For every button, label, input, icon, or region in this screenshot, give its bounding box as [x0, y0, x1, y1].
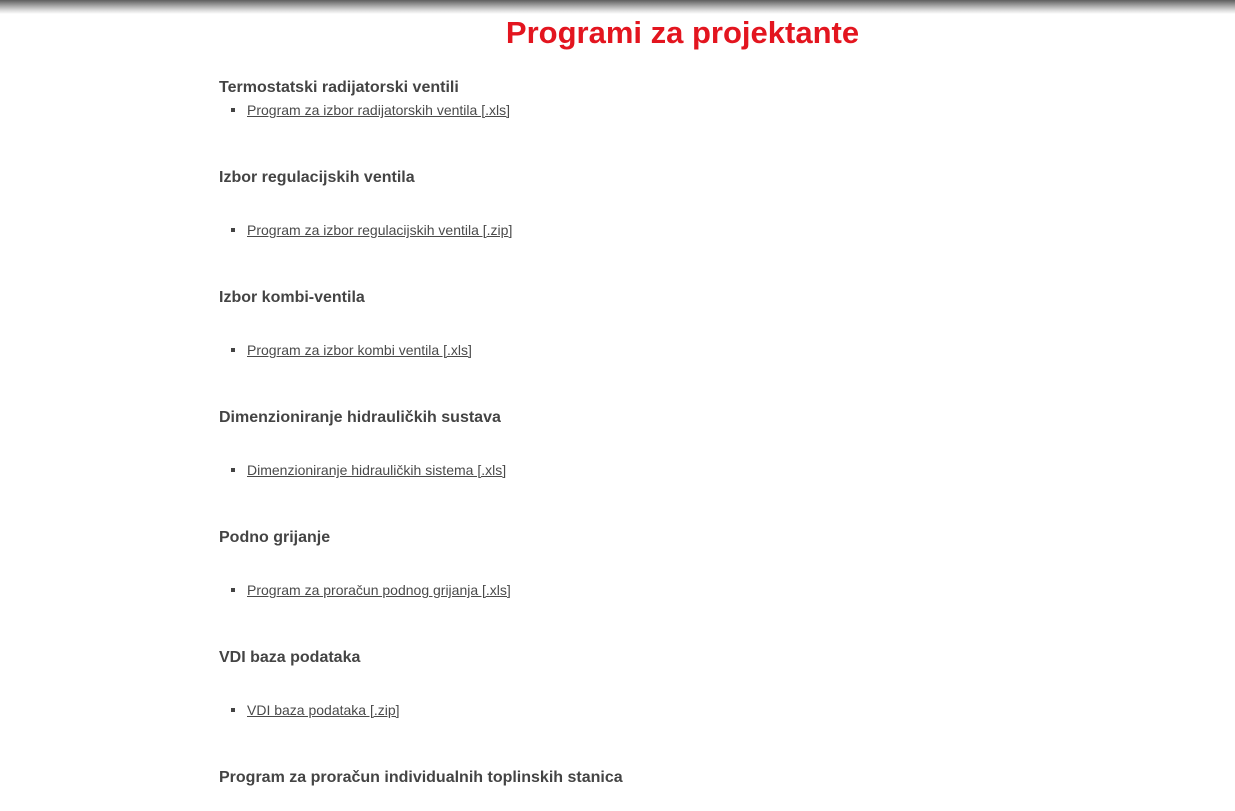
- section-toplinske-stanice: [219, 768, 623, 788]
- list-item: [219, 220, 512, 240]
- section-vdi-baza: [219, 648, 400, 720]
- link-list: [219, 700, 400, 720]
- section-hidraulicki-sustavi: [219, 408, 506, 480]
- list-item: [219, 460, 506, 480]
- list-item: [219, 340, 472, 360]
- bullet-icon: [231, 588, 235, 592]
- bullet-icon: [231, 708, 235, 712]
- section-podno-grijanje: [219, 528, 511, 600]
- list-item: [219, 700, 400, 720]
- download-link-radijatorski-ventili[interactable]: Program za izbor radijatorskih ventila [.xls]: [247, 102, 510, 118]
- section-heading: VDI baza podataka: [219, 649, 361, 666]
- section-heading: Dimenzioniranje hidrauličkih sustava: [219, 409, 501, 426]
- list-item: [219, 580, 511, 600]
- section-heading: Termostatski radijatorski ventili: [219, 79, 459, 96]
- section-regulacijski-ventili: [219, 168, 512, 240]
- bullet-icon: [231, 228, 235, 232]
- link-list: [219, 100, 510, 120]
- section-heading: Izbor kombi-ventila: [219, 289, 365, 306]
- section-heading: Program za proračun individualnih toplinskih stanica: [219, 769, 623, 786]
- section-kombi-ventili: [219, 288, 472, 360]
- download-link-hidraulicki-sistemi[interactable]: Dimenzioniranje hidrauličkih sistema [.xls]: [247, 462, 507, 478]
- bullet-icon: [231, 108, 235, 112]
- page-title: Programi za projektante: [505, 15, 860, 50]
- download-link-podno-grijanje[interactable]: Program za proračun podnog grijanja [.xls]: [247, 582, 511, 598]
- download-link-vdi-baza[interactable]: VDI baza podataka [.zip]: [247, 702, 400, 718]
- top-shadow-bar: [0, 0, 1235, 14]
- section-heading: Podno grijanje: [219, 529, 331, 546]
- bullet-icon: [231, 348, 235, 352]
- link-list: [219, 460, 506, 480]
- list-item: [219, 100, 510, 120]
- section-heading: Izbor regulacijskih ventila: [219, 169, 415, 186]
- link-list: [219, 220, 512, 240]
- bullet-icon: [231, 468, 235, 472]
- link-list: [219, 340, 472, 360]
- download-link-regulacijski-ventili[interactable]: Program za izbor regulacijskih ventila [.zip]: [247, 222, 513, 238]
- download-link-kombi-ventili[interactable]: Program za izbor kombi ventila [.xls]: [247, 342, 472, 358]
- section-termostatski-ventili: [219, 78, 510, 120]
- link-list: [219, 580, 511, 600]
